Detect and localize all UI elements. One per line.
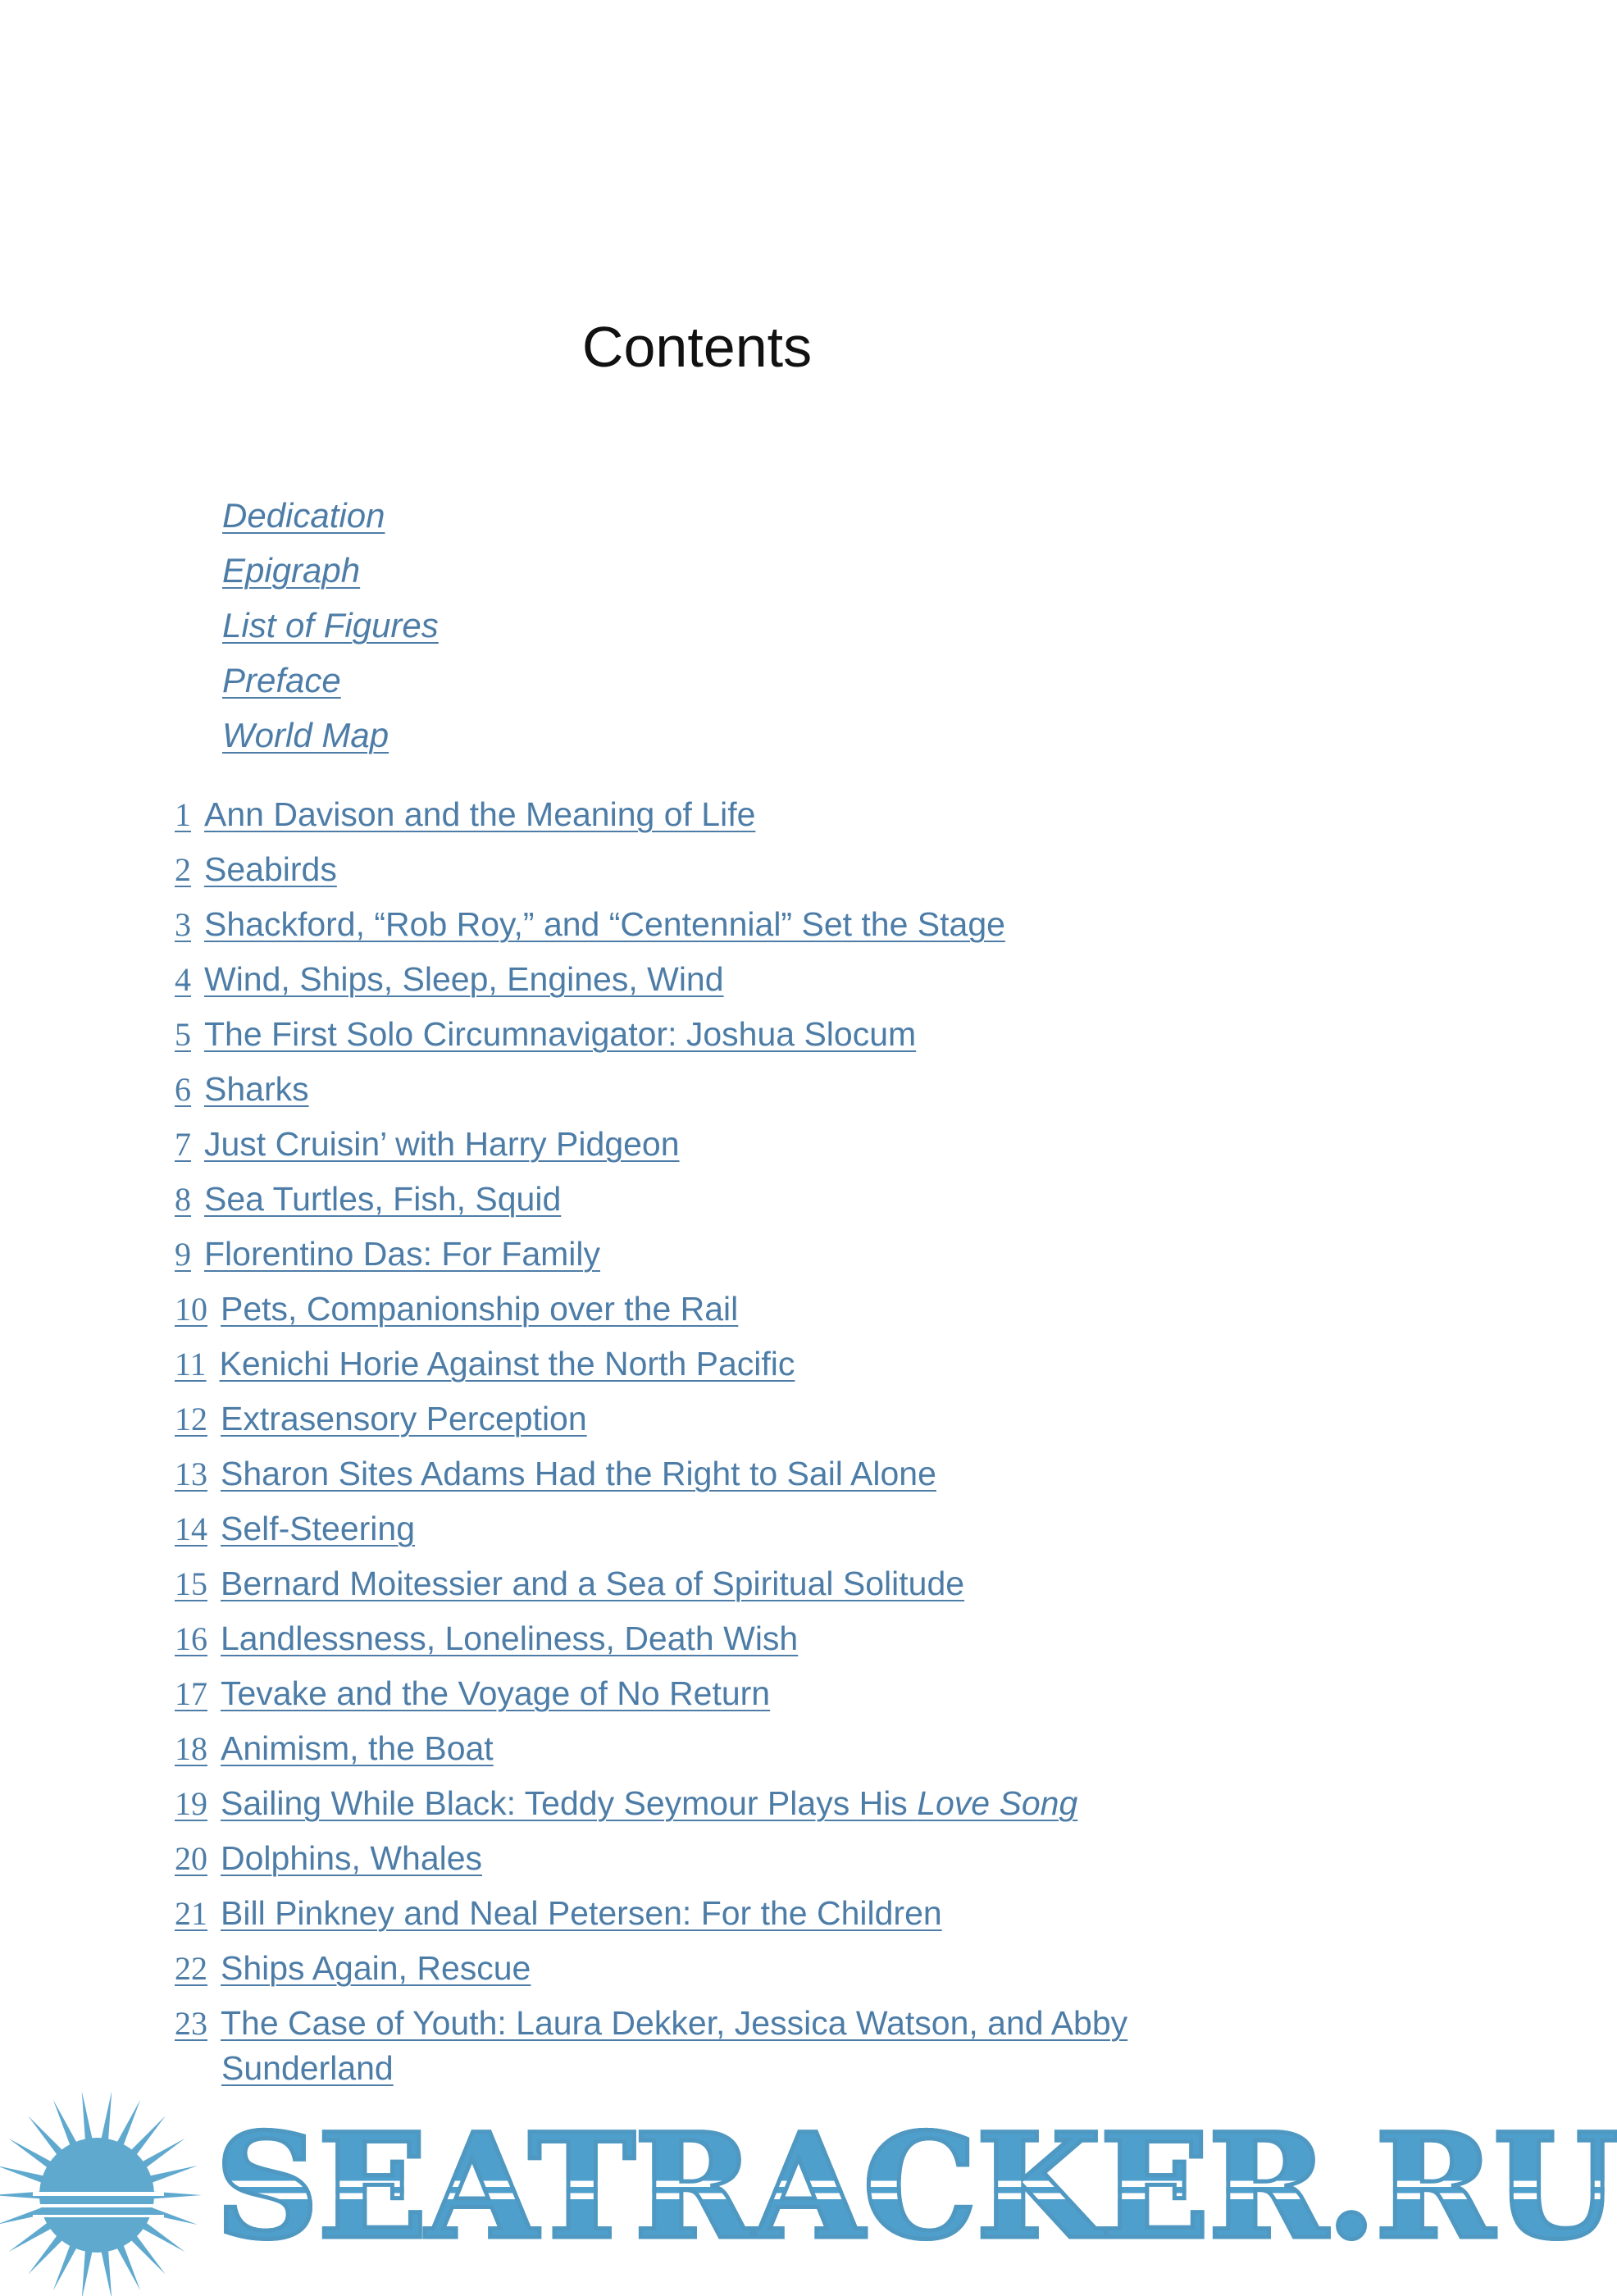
toc-link-chapter-12[interactable]: 12 Extrasensory Perception: [175, 1400, 587, 1437]
sun-ray: [100, 2244, 112, 2296]
toc-link-chapter-14[interactable]: 14 Self-Steering: [175, 1510, 416, 1547]
sun-ray: [100, 2091, 112, 2145]
watermark-text: SEATRACKER.RU: [215, 2102, 1617, 2271]
toc-link-chapter-15[interactable]: 15 Bernard Moitessier and a Sea of Spiritual Solitude: [175, 1565, 965, 1602]
toc-link-chapter-3[interactable]: 3 Shackford, “Rob Roy,” and “Centennial” Set the Stage: [175, 905, 1005, 943]
toc-link-dedication[interactable]: Dedication: [222, 496, 385, 535]
toc-link-chapter-21[interactable]: 21 Bill Pinkney and Neal Petersen: For the Children: [175, 1894, 942, 1932]
toc-link-chapter-4[interactable]: 4 Wind, Ships, Sleep, Engines, Wind: [175, 960, 724, 998]
toc-link-chapter-13[interactable]: 13 Sharon Sites Adams Had the Right to Sail Alone: [175, 1455, 936, 1492]
toc-link-chapter-10[interactable]: 10 Pets, Companionship over the Rail: [175, 1290, 739, 1328]
toc-link-world-map[interactable]: World Map: [222, 716, 389, 754]
toc-link-list-of-figures[interactable]: List of Figures: [222, 606, 439, 645]
toc-link-chapter-22[interactable]: 22 Ships Again, Rescue: [175, 1949, 531, 1987]
toc-link-chapter-16[interactable]: 16 Landlessness, Loneliness, Death Wish: [175, 1620, 799, 1657]
toc-link-chapter-1[interactable]: 1 Ann Davison and the Meaning of Life: [175, 795, 756, 833]
page-title: Contents: [581, 315, 813, 379]
toc-link-chapter-6[interactable]: 6 Sharks: [175, 1070, 309, 1108]
sun-ray: [82, 2244, 93, 2296]
toc-link-chapter-20[interactable]: 20 Dolphins, Whales: [175, 1839, 483, 1877]
front-matter-list: [222, 488, 439, 763]
toc-link-chapter-5[interactable]: 5 The First Solo Circumnavigator: Joshua Slocum: [175, 1015, 917, 1053]
toc-link-chapter-19[interactable]: 19 Sailing While Black: Teddy Seymour Plays His Love Song: [175, 1784, 1078, 1822]
toc-link-chapter-17[interactable]: 17 Tevake and the Voyage of No Return: [175, 1674, 771, 1712]
toc-link-chapter-7[interactable]: 7 Just Cruisin’ with Harry Pidgeon: [175, 1125, 680, 1163]
toc-link-chapter-8[interactable]: 8 Sea Turtles, Fish, Squid: [175, 1180, 562, 1218]
toc-link-chapter-23[interactable]: 23 The Case of Youth: Laura Dekker, Jessica Watson, and Abby Sunderland: [175, 2004, 1128, 2087]
toc-link-chapter-9[interactable]: 9 Florentino Das: For Family: [175, 1235, 601, 1273]
toc-link-chapter-18[interactable]: 18 Animism, the Boat: [175, 1729, 494, 1767]
toc-link-epigraph[interactable]: Epigraph: [222, 551, 361, 590]
sun-rays-logo-icon: [0, 2087, 213, 2296]
chapter-list: [175, 787, 1241, 2090]
sun-ray: [82, 2091, 93, 2145]
toc-link-chapter-11[interactable]: 11 Kenichi Horie Against the North Pacific: [175, 1345, 795, 1383]
toc-link-chapter-2[interactable]: 2 Seabirds: [175, 850, 337, 888]
toc-link-preface[interactable]: Preface: [222, 661, 341, 699]
